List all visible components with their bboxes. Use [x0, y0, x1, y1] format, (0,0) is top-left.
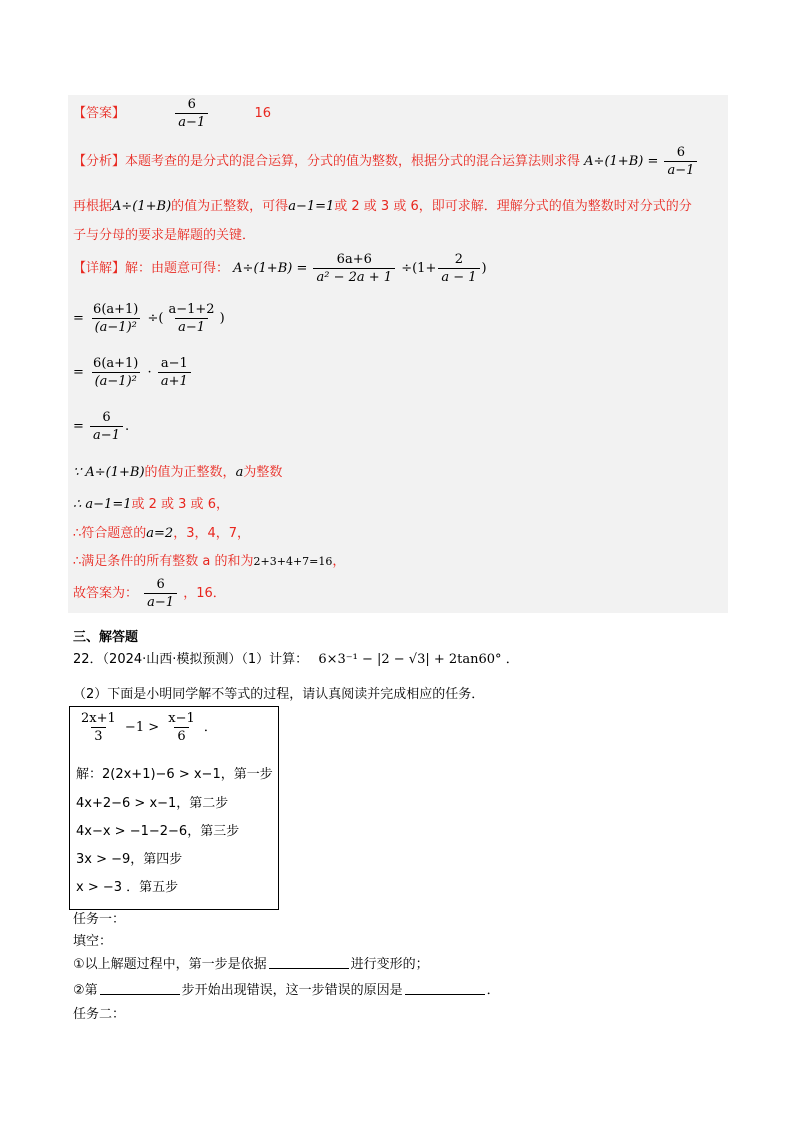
reason-line-1: ∵ A÷(1+B)的值为正整数，a为整数 — [73, 465, 283, 480]
detail-step-2: = $\frac{6(a+1)}{\text{(a−1)²}}$ · $\frac{a-1}{a+1}$ — [73, 356, 193, 389]
answer-conclusion: 故答案为： $\frac{6}{a-1}$ ，16． — [73, 577, 226, 610]
answer-value: 16 — [254, 106, 272, 121]
box-line-4: 3x > −9，第四步 — [76, 852, 183, 867]
box-line-5: x > −3 ．第五步 — [76, 880, 179, 895]
task-1-title: 任务一： — [73, 912, 126, 927]
detail-line-1: 【详解】解：由题意可得： A÷(1+B) = $\frac{6a+6}{\text{a² − 2a + 1}}$ ÷(1+ $\frac{2}{a - 1}$ ) — [73, 252, 487, 285]
box-line-2: 4x+2−6 > x−1，第二步 — [76, 796, 229, 811]
analysis-line-1: 【分析】本题考查的是分式的混合运算，分式的值为整数，根据分式的混合运算法则求得 A÷(1+B) = $\frac{6}{a-1}$ — [73, 145, 699, 178]
task-q1: ①以上解题过程中，第一步是依据 进行变形的； — [73, 957, 429, 972]
answer-blank-2[interactable] — [100, 993, 180, 995]
detail-label: 【详解】 — [73, 261, 126, 276]
analysis-label: 【分析】 — [73, 154, 126, 169]
answer-line — [73, 97, 271, 130]
analysis-line-3: 子与分母的要求是解题的关键． — [73, 228, 256, 243]
solution-process-box — [69, 706, 279, 910]
detail-step-1: = $\frac{6(a+1)}{\text{(a−1)²}}$ ÷( $\frac{a-1+2}{a-1}$ ) — [73, 302, 225, 335]
question-22-part2: （2）下面是小明同学解不等式的过程，请认真阅读并完成相应的任务． — [73, 687, 485, 702]
task-2-title: 任务二： — [73, 1007, 126, 1022]
answer-blank-3[interactable] — [405, 993, 485, 995]
detail-step-3: = $\frac{6}{a-1}$ . — [73, 410, 130, 443]
analysis-line-2: 再根据A÷(1+B)的值为正整数，可得a−1=1或 2 或 3 或 6，即可求解．理解分式的值为整数时对分式的分 — [73, 199, 692, 214]
answer-fraction: $\frac{6}{a-1}$ — [175, 97, 208, 130]
reason-line-3: ∴符合题意的a=2，3，4，7， — [73, 526, 251, 541]
fill-label: 填空： — [73, 934, 113, 949]
question-22: 22．（2024·山西·模拟预测）（1）计算： 6×3⁻¹ − |2 − √3| + 2tan60° ． — [73, 652, 519, 667]
box-line-0: $\frac{2x+1}{3}$ −1 > $\frac{x-1}{6}$ ． — [81, 711, 217, 744]
answer-label: 【答案】 — [73, 106, 126, 121]
reason-line-2: ∴ a−1=1或 2 或 3 或 6， — [73, 497, 229, 512]
section-title: 三、解答题 — [73, 630, 139, 645]
analysis-fraction: $\frac{6}{a-1}$ — [664, 145, 697, 178]
box-line-3: 4x−x > −1−2−6，第三步 — [76, 824, 240, 839]
reason-line-4: ∴满足条件的所有整数 a 的和为2+3+4+7=16， — [73, 554, 346, 569]
box-line-1: 解：2(2x+1)−6 > x−1，第一步 — [76, 767, 273, 782]
answer-blank-1[interactable] — [269, 967, 349, 969]
task-q2: ②第 步开始出现错误，这一步错误的原因是 ． — [73, 983, 500, 998]
